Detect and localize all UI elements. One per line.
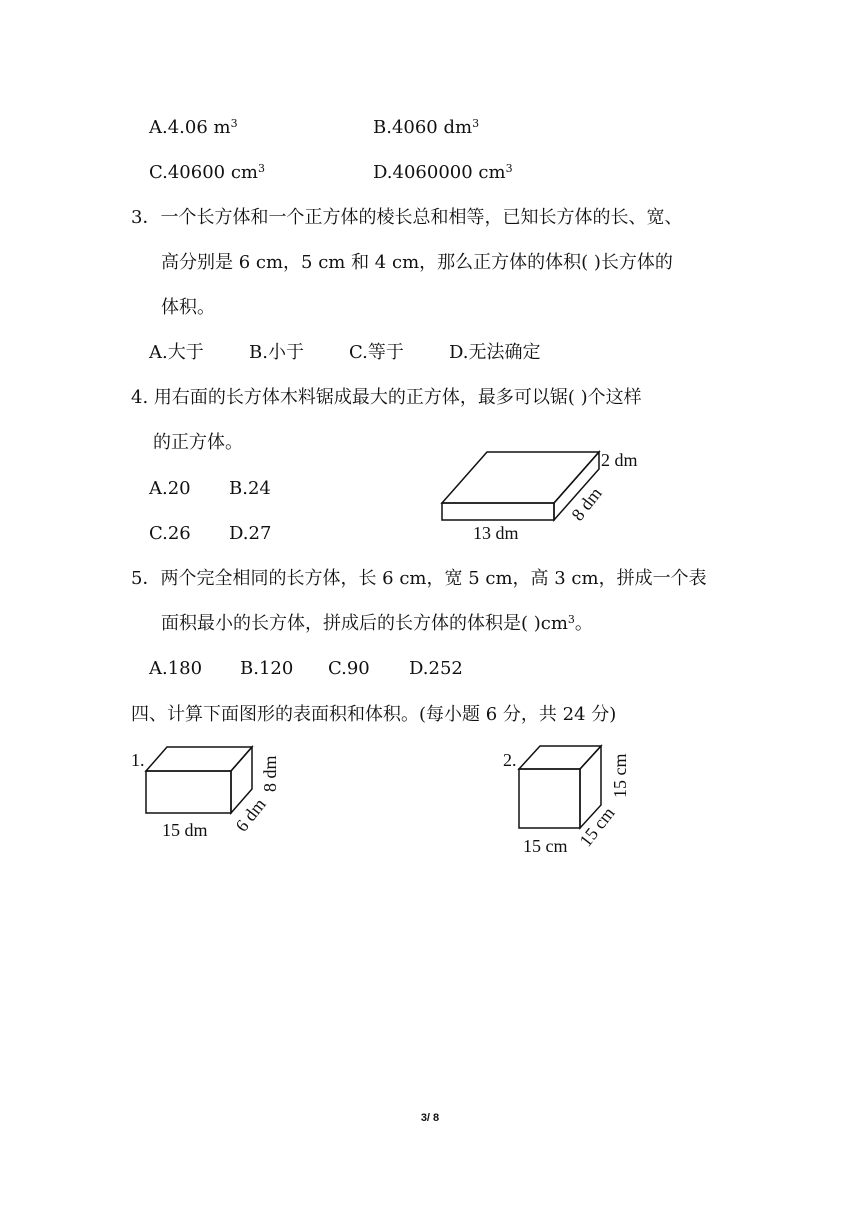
fig2-number: 2. [503,750,517,770]
q5-option-a: A.180 [149,658,203,679]
q2-option-d: D.4060000 $cm^3$ [373,162,513,183]
q3-line2: 高分别是 6 cm，5 cm 和 4 cm，那么正方体的体积( )长方体的 [161,252,673,273]
fig2-cube [519,746,601,828]
q5-line1: 5．两个完全相同的长方体，长 6 cm，宽 5 cm，高 3 cm，拼成一个表 [131,568,707,589]
fig1-height-label: 8 dm [260,755,280,792]
fig2-height-label: 15 cm [610,753,630,798]
q4-option-a: A.20 [149,478,191,499]
q3-option-d: D.无法确定 [449,342,541,363]
q5-line2: 面积最小的长方体，拼成后的长方体的体积是( )$cm^3$。 [161,613,593,634]
q4-length-label: 13 dm [473,523,519,543]
q3-line1: 3．一个长方体和一个正方体的棱长总和相等，已知长方体的长、宽、 [131,207,683,228]
fig2-length-label: 15 cm [523,836,568,856]
q2-option-a: A.4.06 $m^3$ [149,117,238,138]
q4-height-label: 2 dm [601,450,638,470]
fig1-length-label: 15 dm [162,820,208,840]
fig1-cuboid [146,747,252,813]
q3-line3: 体积。 [161,297,215,318]
fig2-depth-label: 15 cm [575,803,619,851]
q5-option-b: B.120 [240,658,294,679]
q3-option-a: A.大于 [149,342,204,363]
q4-depth-label: 8 dm [567,483,606,525]
q2-option-b: B.4060 $dm^3$ [373,117,480,138]
q4-option-b: B.24 [229,478,271,499]
q4-option-c: C.26 [149,523,191,544]
fig1-number: 1. [131,750,145,770]
page-number: 3/ 8 [420,1112,440,1124]
q2-option-c: C.40600 $cm^3$ [149,162,265,183]
q5-option-d: D.252 [409,658,463,679]
section4-heading: 四、计算下面图形的表面积和体积。(每小题 6 分，共 24 分) [131,704,617,725]
q3-option-c: C.等于 [349,342,404,363]
q4-line1: 4. 用右面的长方体木料锯成最大的正方体，最多可以锯( )个这样 [131,387,642,408]
q3-option-b: B.小于 [249,342,304,363]
fig1-depth-label: 6 dm [231,794,270,836]
q5-option-c: C.90 [328,658,370,679]
q4-option-d: D.27 [229,523,272,544]
q4-line2: 的正方体。 [153,432,243,453]
